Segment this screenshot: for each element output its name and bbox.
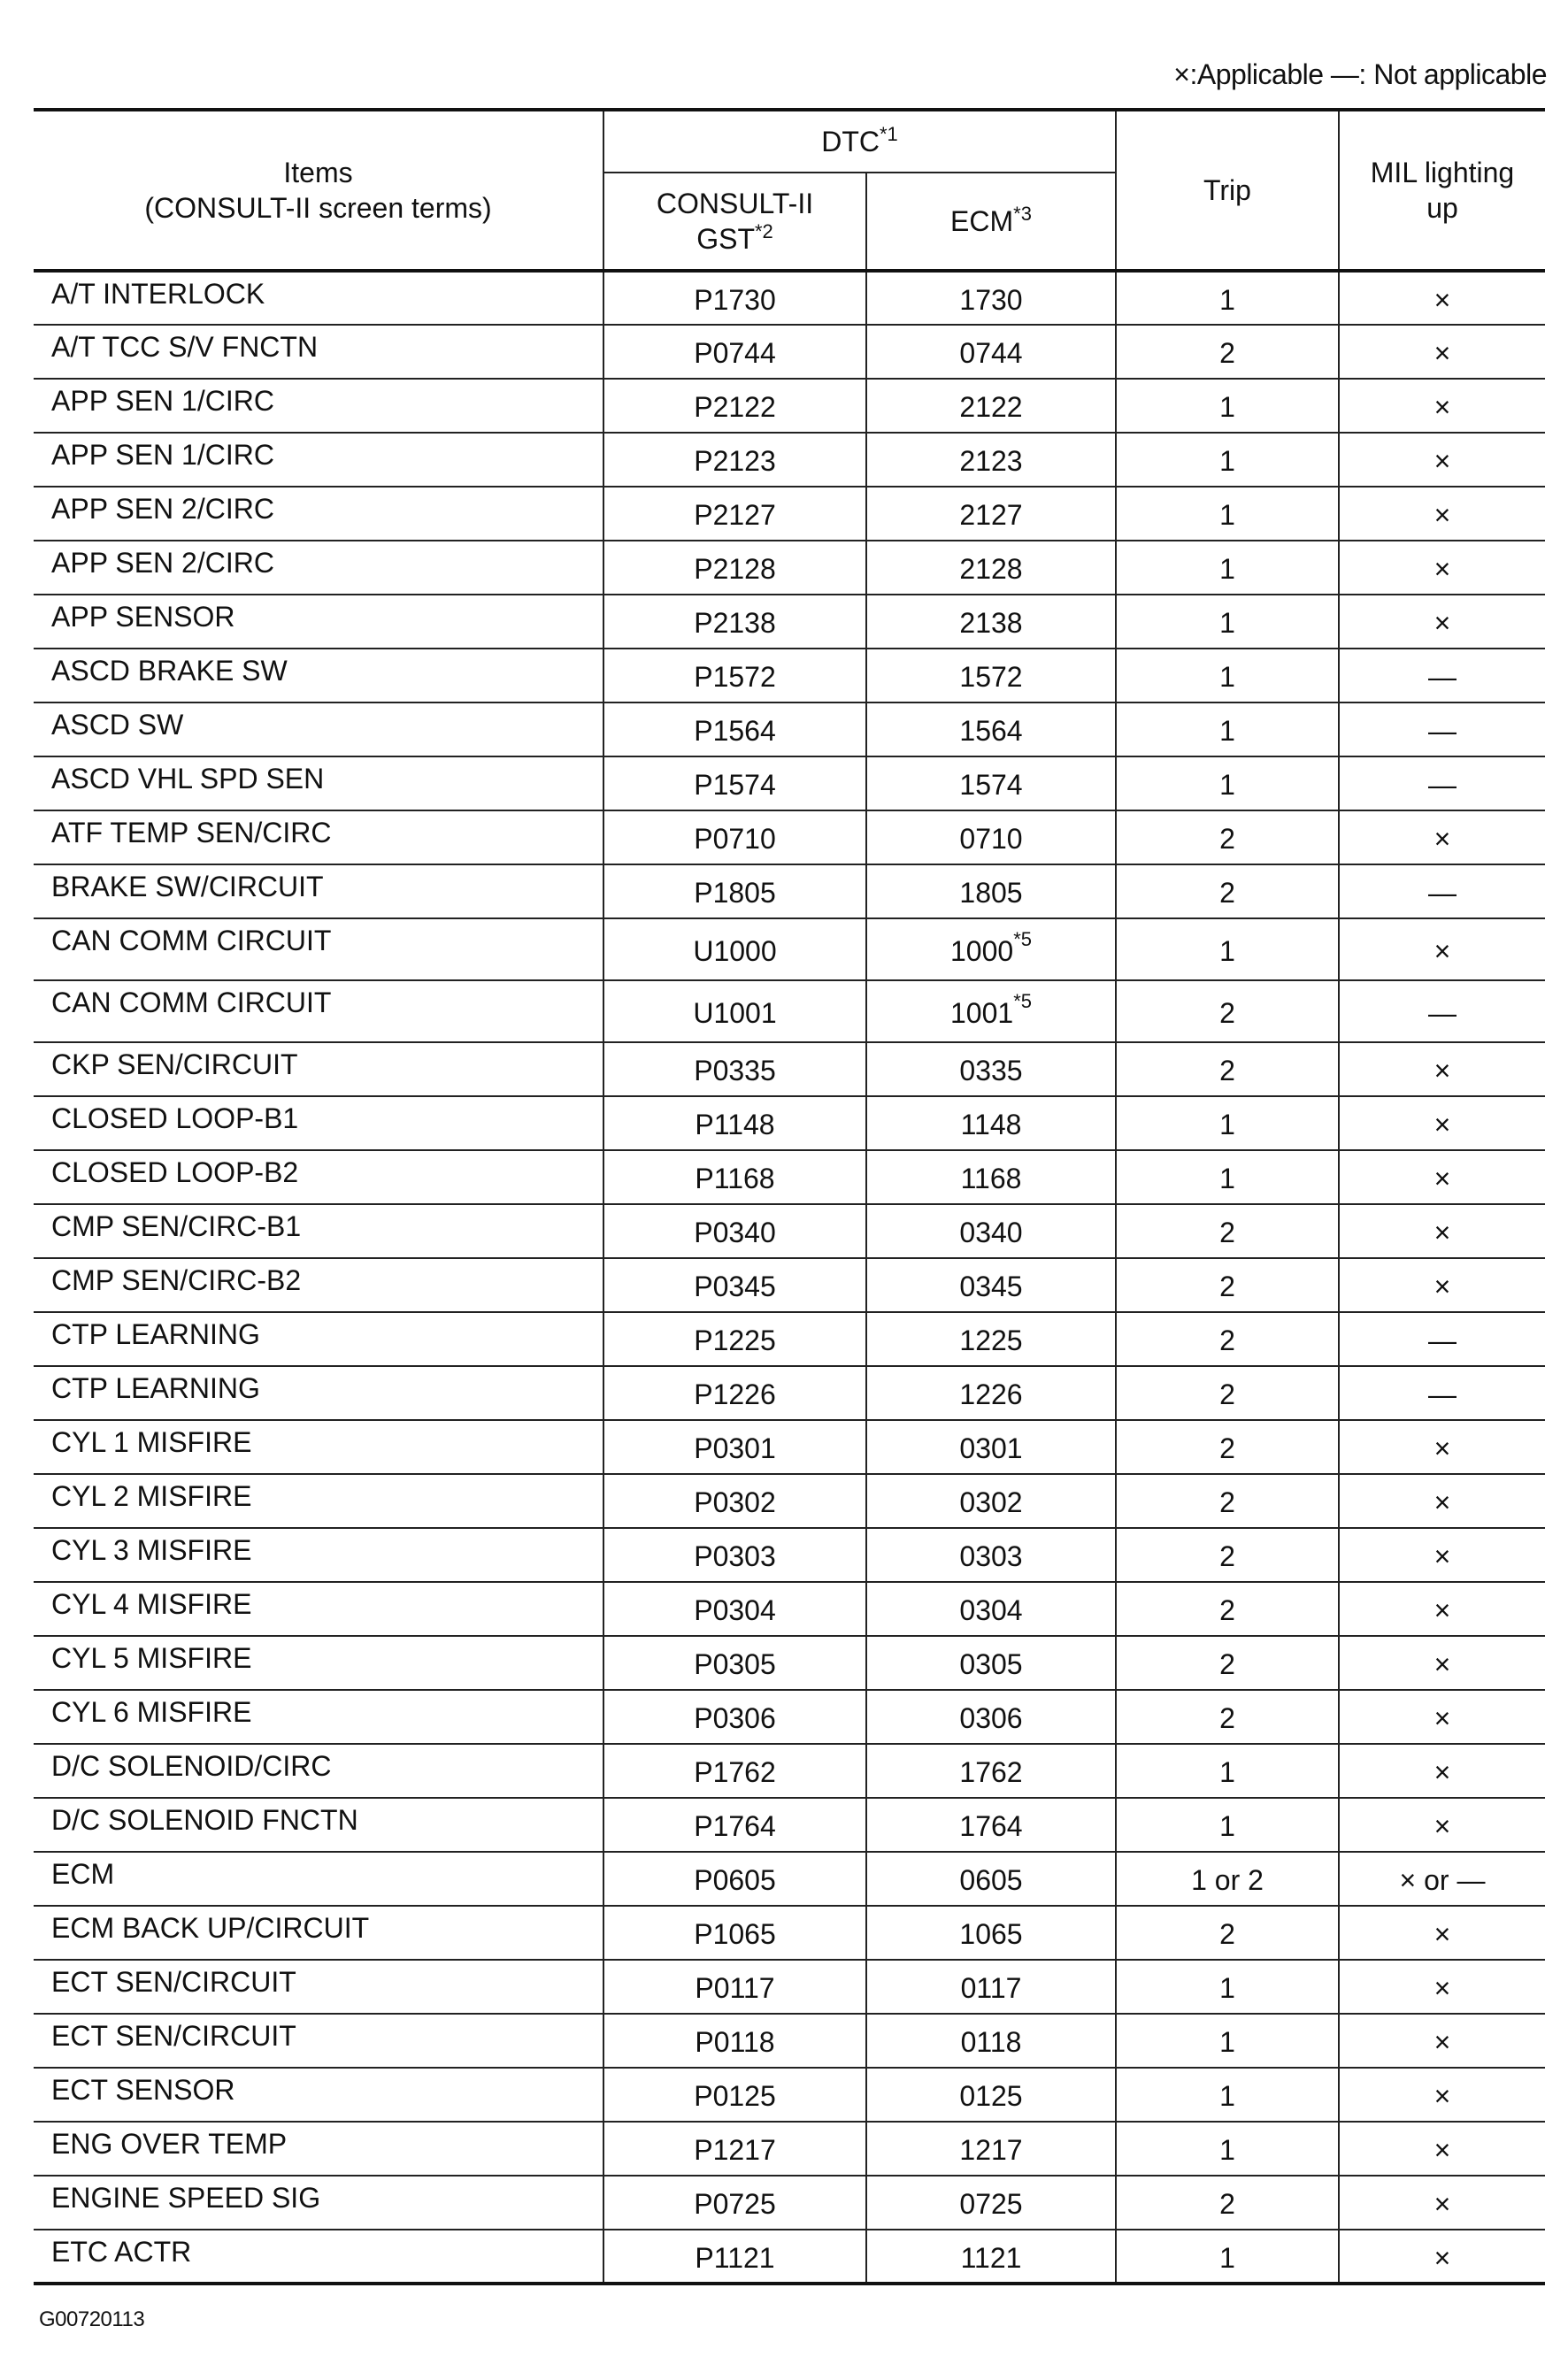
ecm-cell [866, 325, 1116, 379]
ecm-cell [866, 487, 1116, 541]
item-cell: CYL 2 MISFIRE [34, 1474, 603, 1528]
item-cell: BRAKE SW/CIRCUIT [34, 864, 603, 918]
ecm-code: 0301 [959, 1432, 1023, 1464]
gst-cell: P1805 [603, 864, 866, 918]
mil-cell: × [1339, 1150, 1545, 1204]
trip-cell: 2 [1116, 810, 1339, 864]
ecm-cell [866, 1636, 1116, 1690]
item-cell: ENG OVER TEMP [34, 2122, 603, 2176]
ecm-cell [866, 1528, 1116, 1582]
gst-cell: P0305 [603, 1636, 866, 1690]
trip-cell: 1 [1116, 2068, 1339, 2122]
mil-cell: × [1339, 918, 1545, 980]
gst-cell: P1574 [603, 756, 866, 810]
trip-cell: 1 [1116, 1096, 1339, 1150]
ecm-code: 1168 [960, 1163, 1022, 1194]
mil-cell: × [1339, 595, 1545, 649]
ecm-cell [866, 1744, 1116, 1798]
item-cell: CYL 3 MISFIRE [34, 1528, 603, 1582]
item-cell: ASCD VHL SPD SEN [34, 756, 603, 810]
table-row [34, 325, 1545, 379]
item-cell: CYL 1 MISFIRE [34, 1420, 603, 1474]
ecm-cell [866, 810, 1116, 864]
mil-cell: × [1339, 1798, 1545, 1852]
ecm-footnote-ref: *5 [1013, 927, 1032, 950]
ecm-cell [866, 1042, 1116, 1096]
table-row [34, 1690, 1545, 1744]
gst-cell: P1764 [603, 1798, 866, 1852]
trip-cell: 2 [1116, 1312, 1339, 1366]
item-cell: ATF TEMP SEN/CIRC [34, 810, 603, 864]
trip-cell: 2 [1116, 1690, 1339, 1744]
table-row [34, 1906, 1545, 1960]
item-cell: CYL 5 MISFIRE [34, 1636, 603, 1690]
mil-cell: × [1339, 271, 1545, 325]
ecm-cell [866, 702, 1116, 756]
mil-header-line2: up [1426, 192, 1458, 224]
mil-header [1339, 110, 1545, 271]
mil-cell: × [1339, 1906, 1545, 1960]
ecm-code: 0125 [959, 2080, 1023, 2112]
ecm-cell [866, 980, 1116, 1042]
mil-cell: × [1339, 1204, 1545, 1258]
item-cell: APP SENSOR [34, 595, 603, 649]
table-row [34, 1312, 1545, 1366]
item-cell: CKP SEN/CIRCUIT [34, 1042, 603, 1096]
table-row [34, 1474, 1545, 1528]
mil-cell: × [1339, 379, 1545, 433]
item-cell: ASCD SW [34, 702, 603, 756]
gst-cell: P0605 [603, 1852, 866, 1906]
table-row [34, 1366, 1545, 1420]
mil-cell: × [1339, 1258, 1545, 1312]
ecm-code: 1762 [959, 1756, 1023, 1788]
trip-header: Trip [1116, 110, 1339, 271]
ecm-cell [866, 1204, 1116, 1258]
ecm-cell [866, 1798, 1116, 1852]
gst-cell: P1225 [603, 1312, 866, 1366]
mil-cell: × [1339, 2014, 1545, 2068]
ecm-cell [866, 756, 1116, 810]
trip-cell: 2 [1116, 1582, 1339, 1636]
gst-cell: P0301 [603, 1420, 866, 1474]
ecm-cell [866, 1690, 1116, 1744]
trip-cell: 2 [1116, 1042, 1339, 1096]
ecm-cell [866, 271, 1116, 325]
gst-cell: P2123 [603, 433, 866, 487]
table-row [34, 1042, 1545, 1096]
item-cell: CAN COMM CIRCUIT [34, 980, 603, 1042]
consult-header-line1: CONSULT-II [656, 188, 814, 219]
gst-cell: P0117 [603, 1960, 866, 2014]
dtc-footnote-ref: *1 [879, 123, 898, 145]
ecm-code: 1764 [959, 1810, 1023, 1842]
gst-cell: P0340 [603, 1204, 866, 1258]
gst-cell: P2127 [603, 487, 866, 541]
trip-cell: 1 [1116, 2122, 1339, 2176]
ecm-cell [866, 1906, 1116, 1960]
mil-cell: × or — [1339, 1852, 1545, 1906]
ecm-code: 1564 [959, 715, 1023, 747]
trip-cell: 1 [1116, 1960, 1339, 2014]
table-row [34, 1204, 1545, 1258]
mil-cell: × [1339, 1528, 1545, 1582]
item-cell: ENGINE SPEED SIG [34, 2176, 603, 2230]
ecm-code: 0302 [959, 1486, 1023, 1518]
gst-cell: P1572 [603, 649, 866, 702]
ecm-code: 0305 [959, 1648, 1023, 1680]
gst-cell: P0303 [603, 1528, 866, 1582]
mil-cell: — [1339, 649, 1545, 702]
mil-cell: — [1339, 1312, 1545, 1366]
gst-cell: P0725 [603, 2176, 866, 2230]
mil-cell: × [1339, 1096, 1545, 1150]
item-cell: CAN COMM CIRCUIT [34, 918, 603, 980]
mil-cell: — [1339, 980, 1545, 1042]
trip-cell: 1 [1116, 1798, 1339, 1852]
trip-cell: 1 or 2 [1116, 1852, 1339, 1906]
ecm-cell [866, 1150, 1116, 1204]
gst-cell: P1217 [603, 2122, 866, 2176]
item-cell: ECM [34, 1852, 603, 1906]
mil-cell: × [1339, 1042, 1545, 1096]
trip-cell: 1 [1116, 756, 1339, 810]
ecm-cell [866, 2122, 1116, 2176]
dtc-table [34, 108, 1545, 2285]
mil-cell: × [1339, 1690, 1545, 1744]
gst-cell: P0744 [603, 325, 866, 379]
ecm-cell [866, 918, 1116, 980]
ecm-cell [866, 2068, 1116, 2122]
trip-cell: 1 [1116, 649, 1339, 702]
trip-cell: 1 [1116, 1744, 1339, 1798]
ecm-code: 1574 [959, 769, 1023, 801]
item-cell: ECT SENSOR [34, 2068, 603, 2122]
item-cell: D/C SOLENOID FNCTN [34, 1798, 603, 1852]
ecm-cell [866, 2014, 1116, 2068]
ecm-code: 2138 [959, 607, 1023, 639]
table-body [34, 271, 1545, 2284]
table-row [34, 1582, 1545, 1636]
table-row [34, 980, 1545, 1042]
gst-cell: P1121 [603, 2230, 866, 2284]
trip-cell: 2 [1116, 864, 1339, 918]
mil-cell: × [1339, 325, 1545, 379]
gst-footnote-ref: *2 [754, 220, 773, 242]
mil-cell: × [1339, 1636, 1545, 1690]
ecm-code: 1000 [950, 934, 1014, 967]
item-cell: ETC ACTR [34, 2230, 603, 2284]
ecm-code: 0710 [959, 823, 1023, 855]
consult-header-line2 [604, 221, 865, 257]
ecm-cell [866, 541, 1116, 595]
table-row [34, 756, 1545, 810]
gst-cell: P1148 [603, 1096, 866, 1150]
trip-cell: 1 [1116, 487, 1339, 541]
ecm-header [866, 173, 1116, 271]
gst-cell: P1065 [603, 1906, 866, 1960]
trip-cell: 1 [1116, 1150, 1339, 1204]
table-row [34, 1798, 1545, 1852]
mil-cell: × [1339, 1744, 1545, 1798]
ecm-cell [866, 1852, 1116, 1906]
ecm-footnote-ref: *5 [1013, 989, 1032, 1012]
ecm-cell [866, 864, 1116, 918]
item-cell: CTP LEARNING [34, 1366, 603, 1420]
gst-cell: P1564 [603, 702, 866, 756]
mil-cell: × [1339, 541, 1545, 595]
ecm-code: 1730 [959, 283, 1023, 316]
trip-cell: 2 [1116, 1420, 1339, 1474]
table-row [34, 595, 1545, 649]
trip-cell: 2 [1116, 1258, 1339, 1312]
ecm-cell [866, 595, 1116, 649]
item-cell: A/T INTERLOCK [34, 271, 603, 325]
mil-cell: × [1339, 1474, 1545, 1528]
table-row [34, 2014, 1545, 2068]
table-row [34, 487, 1545, 541]
trip-cell: 1 [1116, 2014, 1339, 2068]
trip-cell: 2 [1116, 1204, 1339, 1258]
table-row [34, 2122, 1545, 2176]
gst-cell: P2128 [603, 541, 866, 595]
mil-cell: — [1339, 756, 1545, 810]
table-header [34, 110, 1545, 271]
ecm-code: 1065 [959, 1918, 1023, 1950]
table-row [34, 2176, 1545, 2230]
mil-cell: × [1339, 1960, 1545, 2014]
trip-cell: 1 [1116, 271, 1339, 325]
table-row [34, 1420, 1545, 1474]
gst-cell: U1001 [603, 980, 866, 1042]
items-header [34, 110, 603, 271]
mil-cell: — [1339, 1366, 1545, 1420]
table-row [34, 1096, 1545, 1150]
trip-cell: 1 [1116, 918, 1339, 980]
item-cell: CYL 4 MISFIRE [34, 1582, 603, 1636]
ecm-cell [866, 649, 1116, 702]
item-cell: APP SEN 1/CIRC [34, 379, 603, 433]
figure-code: G00720113 [39, 2307, 145, 2331]
gst-cell: P0335 [603, 1042, 866, 1096]
ecm-cell [866, 2230, 1116, 2284]
consult-gst-header [603, 173, 866, 271]
gst-label: GST [696, 223, 755, 255]
ecm-code: 0303 [959, 1540, 1023, 1572]
trip-cell: 2 [1116, 325, 1339, 379]
ecm-cell [866, 1960, 1116, 2014]
item-cell: D/C SOLENOID/CIRC [34, 1744, 603, 1798]
ecm-cell [866, 1366, 1116, 1420]
trip-cell: 1 [1116, 2230, 1339, 2284]
ecm-code: 1226 [959, 1378, 1023, 1410]
gst-cell: P0345 [603, 1258, 866, 1312]
gst-cell: P2122 [603, 379, 866, 433]
item-cell: APP SEN 1/CIRC [34, 433, 603, 487]
trip-cell: 2 [1116, 1528, 1339, 1582]
trip-cell: 2 [1116, 1906, 1339, 1960]
mil-cell: × [1339, 433, 1545, 487]
item-cell: APP SEN 2/CIRC [34, 487, 603, 541]
gst-cell: P0710 [603, 810, 866, 864]
ecm-code: 0605 [959, 1864, 1023, 1896]
ecm-header-label: ECM [950, 205, 1014, 237]
table-row [34, 1150, 1545, 1204]
trip-cell: 2 [1116, 1636, 1339, 1690]
ecm-code: 1148 [960, 1109, 1022, 1140]
table-row [34, 702, 1545, 756]
item-cell: ECM BACK UP/CIRCUIT [34, 1906, 603, 1960]
item-cell: ECT SEN/CIRCUIT [34, 2014, 603, 2068]
trip-cell: 2 [1116, 1474, 1339, 1528]
mil-cell: × [1339, 487, 1545, 541]
ecm-cell [866, 1096, 1116, 1150]
ecm-cell [866, 1582, 1116, 1636]
trip-cell: 1 [1116, 433, 1339, 487]
mil-cell: × [1339, 2068, 1545, 2122]
ecm-code: 0306 [959, 1702, 1023, 1734]
mil-cell: — [1339, 702, 1545, 756]
item-cell: ASCD BRAKE SW [34, 649, 603, 702]
mil-cell: — [1339, 864, 1545, 918]
gst-cell: P0304 [603, 1582, 866, 1636]
item-cell: ECT SEN/CIRCUIT [34, 1960, 603, 2014]
ecm-code: 1225 [959, 1324, 1023, 1356]
ecm-cell [866, 1420, 1116, 1474]
trip-cell: 2 [1116, 1366, 1339, 1420]
gst-cell: P0118 [603, 2014, 866, 2068]
trip-cell: 1 [1116, 541, 1339, 595]
table-row [34, 864, 1545, 918]
item-cell: CMP SEN/CIRC-B1 [34, 1204, 603, 1258]
trip-cell: 2 [1116, 980, 1339, 1042]
table-row [34, 1744, 1545, 1798]
table-row [34, 1258, 1545, 1312]
legend: ×:Applicable —: Not applicable [1173, 58, 1547, 90]
ecm-code: 2122 [959, 391, 1023, 423]
trip-cell: 1 [1116, 379, 1339, 433]
ecm-code: 0118 [960, 2026, 1022, 2058]
table-row [34, 2230, 1545, 2284]
gst-cell: P1730 [603, 271, 866, 325]
mil-cell: × [1339, 810, 1545, 864]
gst-cell: P1762 [603, 1744, 866, 1798]
item-cell: APP SEN 2/CIRC [34, 541, 603, 595]
ecm-code: 0340 [959, 1217, 1023, 1248]
table-row [34, 810, 1545, 864]
mil-cell: × [1339, 2176, 1545, 2230]
gst-cell: U1000 [603, 918, 866, 980]
ecm-cell [866, 1258, 1116, 1312]
gst-cell: P2138 [603, 595, 866, 649]
dtc-header [603, 110, 1116, 173]
ecm-code: 0304 [959, 1594, 1023, 1626]
ecm-code: 1805 [959, 877, 1023, 909]
item-cell: A/T TCC S/V FNCTN [34, 325, 603, 379]
gst-cell: P0125 [603, 2068, 866, 2122]
item-cell: CYL 6 MISFIRE [34, 1690, 603, 1744]
gst-cell: P1226 [603, 1366, 866, 1420]
ecm-cell [866, 379, 1116, 433]
ecm-cell [866, 433, 1116, 487]
gst-cell: P1168 [603, 1150, 866, 1204]
mil-cell: × [1339, 2230, 1545, 2284]
table-row [34, 541, 1545, 595]
table-row [34, 918, 1545, 980]
table-row [34, 1636, 1545, 1690]
ecm-code: 2127 [959, 499, 1023, 531]
trip-cell: 1 [1116, 595, 1339, 649]
item-cell: CMP SEN/CIRC-B2 [34, 1258, 603, 1312]
ecm-cell [866, 1312, 1116, 1366]
items-header-line2: (CONSULT-II screen terms) [144, 192, 492, 224]
dtc-header-label: DTC [821, 126, 880, 157]
table-row [34, 1960, 1545, 2014]
ecm-code: 1121 [960, 2241, 1022, 2274]
mil-header-line1: MIL lighting [1370, 157, 1515, 188]
ecm-code: 1217 [959, 2134, 1023, 2166]
ecm-code: 0117 [960, 1972, 1022, 2004]
ecm-code: 0345 [959, 1271, 1023, 1302]
ecm-code: 0335 [959, 1055, 1023, 1086]
table-row [34, 1528, 1545, 1582]
trip-cell: 2 [1116, 2176, 1339, 2230]
ecm-code: 1572 [959, 661, 1023, 693]
table-row [34, 649, 1545, 702]
mil-cell: × [1339, 1420, 1545, 1474]
ecm-footnote-ref: *3 [1013, 203, 1032, 225]
gst-cell: P0302 [603, 1474, 866, 1528]
item-cell: CLOSED LOOP-B1 [34, 1096, 603, 1150]
mil-cell: × [1339, 1582, 1545, 1636]
ecm-code: 2128 [959, 553, 1023, 585]
table-row [34, 1852, 1545, 1906]
ecm-code: 0744 [959, 337, 1023, 369]
ecm-cell [866, 2176, 1116, 2230]
gst-cell: P0306 [603, 1690, 866, 1744]
ecm-code: 1001 [950, 996, 1014, 1029]
ecm-cell [866, 1474, 1116, 1528]
table-row [34, 271, 1545, 325]
table-row [34, 2068, 1545, 2122]
item-cell: CLOSED LOOP-B2 [34, 1150, 603, 1204]
item-cell: CTP LEARNING [34, 1312, 603, 1366]
items-header-line1: Items [283, 157, 353, 188]
table-row [34, 433, 1545, 487]
trip-cell: 1 [1116, 702, 1339, 756]
ecm-code: 2123 [959, 445, 1023, 477]
ecm-code: 0725 [959, 2188, 1023, 2220]
table-row [34, 379, 1545, 433]
mil-cell: × [1339, 2122, 1545, 2176]
